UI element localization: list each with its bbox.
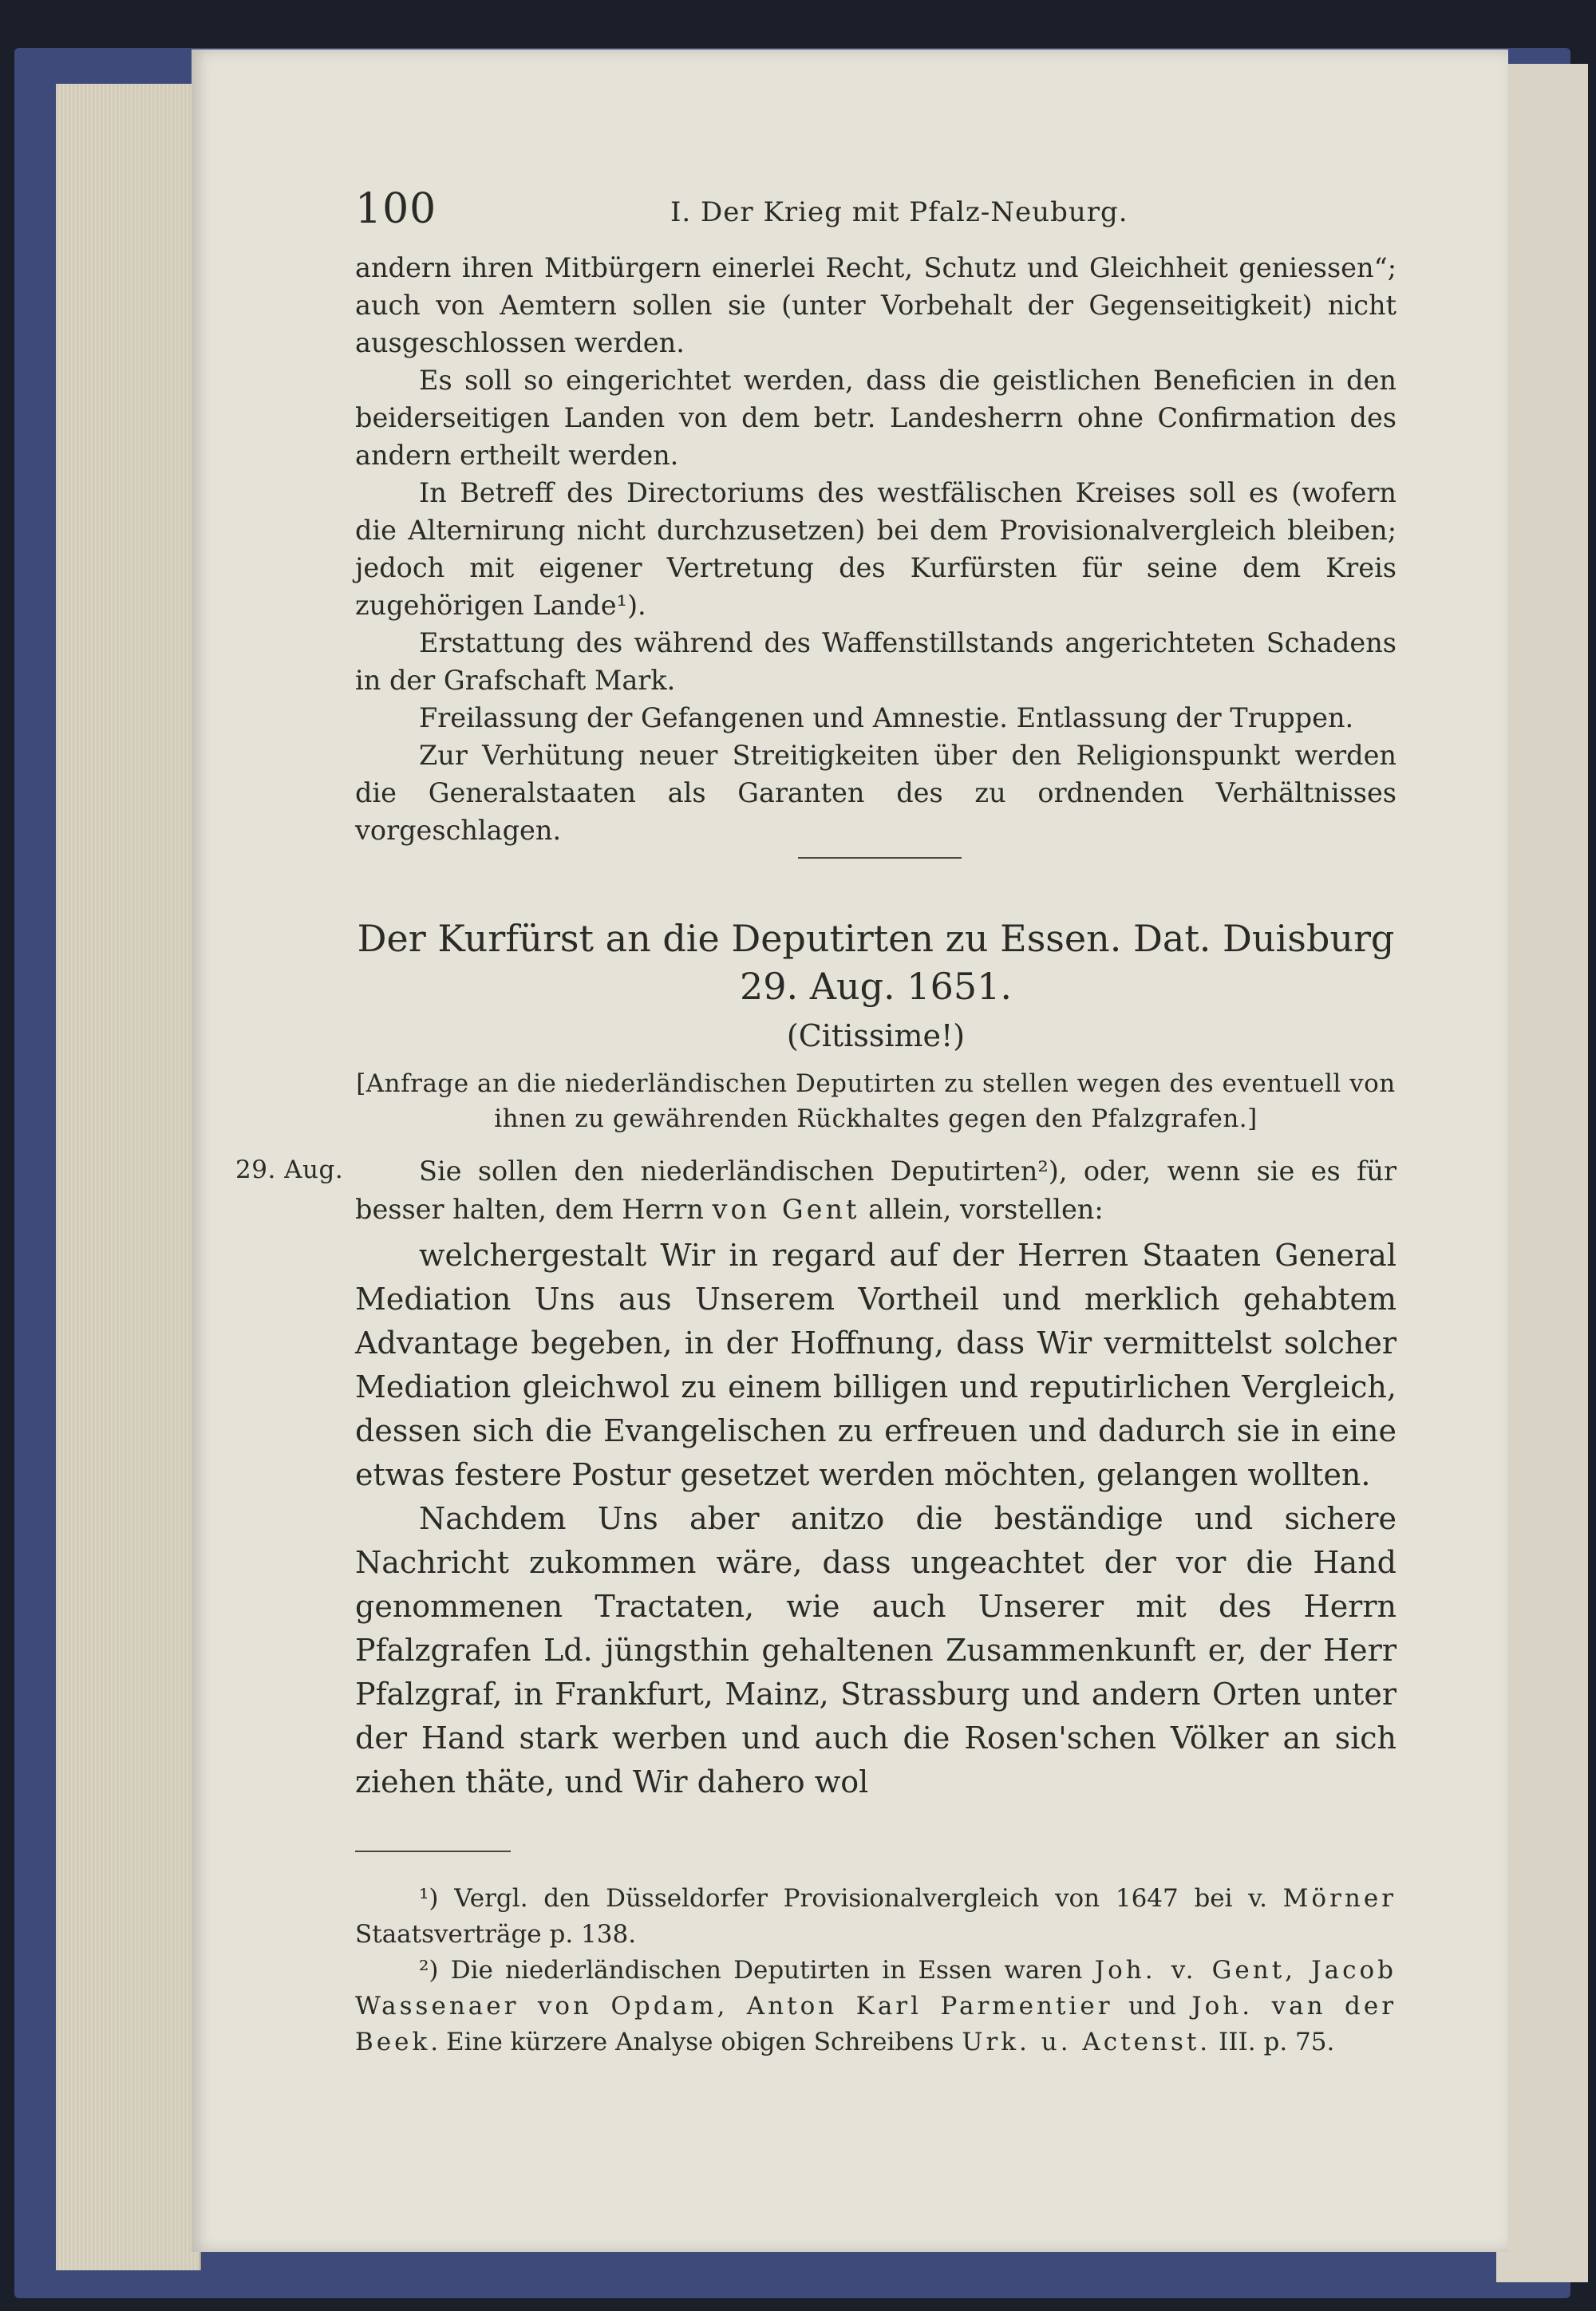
book-page [192, 49, 1508, 2252]
letter-title-date: 29. Aug. 1651. [739, 965, 1012, 1008]
intro-paragraph: andern ihren Mitbürgern einerlei Recht, Schutz und Gleichheit geniessen“; auch von Aemtern sollen sie (unter Vorbehalt der Gegenseitigkeit) nicht ausgeschlossen werden. [355, 252, 1396, 358]
page-number: 100 [355, 185, 437, 233]
footnote-2-tail: III. p. 75. [1211, 2028, 1335, 2056]
footnote-1-text: ¹) Vergl. den Düsseldorfer Provisionalvergleich von 1647 bei v. [419, 1884, 1283, 1913]
letter-heading [355, 915, 1396, 1057]
page-edges [56, 84, 201, 2270]
intro-paragraph: Zur Verhütung neuer Streitigkeiten über den Religionspunkt werden die Generalstaaten als Garanten des zu ordnenden Verhältnisses vorgeschlagen. [355, 740, 1396, 846]
footnote-2-mid: . Eine kürzere Analyse obigen Schreibens [430, 2028, 962, 2056]
intro-paragraph: In Betreff des Directoriums des westfälischen Kreises soll es (wofern die Alternirung nicht durchzusetzen) bei dem Provisionalvergleich bleiben; jedoch mit eigener Vertretung des Kurfürsten für seine dem Kreis zugehörigen Lande¹). [355, 477, 1396, 621]
deputy-name-last: Joh. van der Beek [355, 1992, 1397, 2056]
page-content [235, 185, 1397, 2060]
footnotes [355, 1881, 1396, 2060]
opening-text-end: allein, vorstellen: [859, 1194, 1104, 1225]
letter-body [355, 1234, 1396, 1804]
letter-paragraph: welchergestalt Wir in regard auf der Herren Staaten General Mediation Uns aus Unserem Vortheil und merklich gehabtem Advantage begeben, in der Hoffnung, dass Wir vermittelst solcher Mediation gleichwol zu einem billigen und reputirlichen Vergleich, dessen sich die Evangelischen zu erfreuen und dadurch sie in eine etwas festere Postur gesetzet werden möchten, gelangen wollten. [355, 1238, 1396, 1492]
letter-summary: [Anfrage an die niederländischen Deputirten zu stellen wegen des eventuell von ihnen zu gewährenden Rückhaltes gegen den Pfalzgrafen.] [356, 1069, 1396, 1133]
running-head [355, 185, 1396, 249]
letter-paragraph: Nachdem Uns aber anitzo die beständige und sichere Nachricht zukommen wäre, dass ungeachtet der vor die Hand genommenen Tractaten, wie auch Unserer mit des Herrn Pfalzgrafen Ld. jüngsthin gehaltenen Zusammenkunft er, der Herr Pfalzgraf, in Frankfurt, Mainz, Strassburg und andern Orten unter der Hand stark werben und auch die Rosen'schen Völker an sich ziehen thäte, und Wir dahero wol [355, 1501, 1396, 1799]
author-name: Mörner [1282, 1884, 1396, 1913]
intro-paragraph: Erstattung des während des Waffenstillstands angerichteten Schadens in der Grafschaft Mark. [355, 627, 1396, 696]
footnote-2-text: ²) Die niederländischen Deputirten in Essen waren [419, 1956, 1095, 1985]
section-divider [798, 857, 962, 859]
source-title: Urk. u. Actenst. [962, 2028, 1211, 2056]
letter-urgency: (Citissime!) [786, 1018, 966, 1053]
footnote-1 [355, 1881, 1396, 1953]
opening-text: Sie sollen den niederländischen Deputirten²), oder, wenn sie es für besser halten, dem Herrn [355, 1156, 1396, 1225]
letter-title-line1: Der Kurfürst an die Deputirten zu Essen. Dat. Duisburg [357, 917, 1395, 960]
letter-opening [235, 1152, 1396, 1229]
chapter-title: I. Der Krieg mit Pfalz-Neuburg. [670, 196, 1128, 228]
footnote-2-join: und [1112, 1992, 1192, 2021]
facing-page-edge [1496, 64, 1588, 2282]
intro-section [355, 249, 1396, 849]
margin-date: 29. Aug. [235, 1156, 344, 1184]
footnote-divider [355, 1851, 511, 1852]
opening-paragraph [355, 1152, 1396, 1229]
intro-paragraph: Freilassung der Gefangenen und Amnestie. Entlassung der Truppen. [419, 702, 1354, 733]
person-name: von Gent [712, 1194, 860, 1225]
intro-paragraph: Es soll so eingerichtet werden, dass die geistlichen Beneficien in den beiderseitigen Landen von dem betr. Landesherrn ohne Confirmation des andern ertheilt werden. [355, 365, 1396, 471]
footnote-1-tail: Staatsverträge p. 138. [355, 1920, 637, 1949]
footnote-2 [355, 1953, 1396, 2060]
deputy-names: Joh. v. Gent, Jacob Wassenaer von Opdam, Anton Karl Parmentier [355, 1956, 1396, 2021]
